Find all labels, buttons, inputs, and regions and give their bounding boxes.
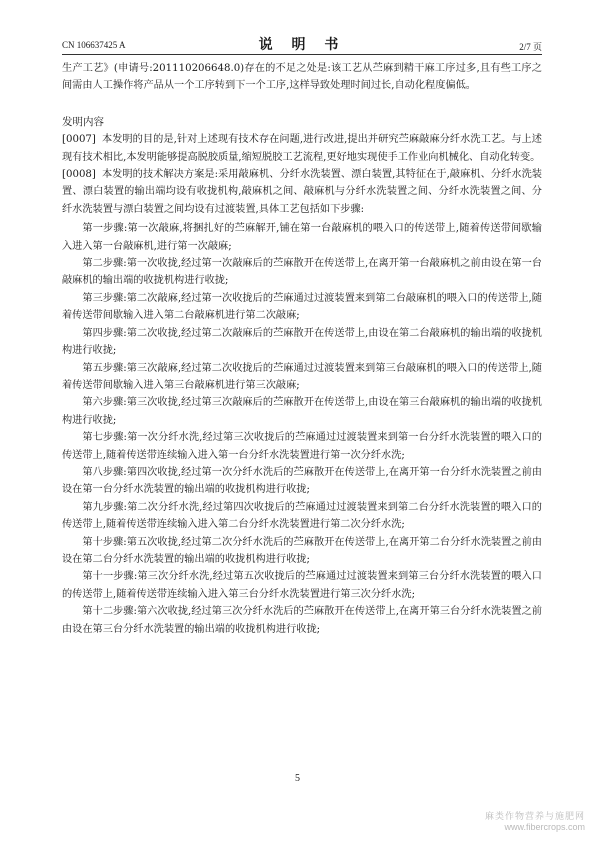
page-header <box>62 34 542 54</box>
paragraph-text: 本发明的技术解决方案是:采用敲麻机、分纤水洗装置、漂白装置,其特征在于,敲麻机、分纤水洗装置、漂白装置的输出端均设有收拢机构,敲麻机之间、敲麻机与分纤水洗装置之间、分纤水洗装置之间、分纤水洗装置与漂白装置之间均设有过渡装置,具体工艺包括如下步骤: <box>62 169 542 215</box>
watermark-url: www.fibercrops.com <box>504 822 585 832</box>
step-4: 第四步骤:第二次收拢,经过第二次敲麻后的苎麻散开在传送带上,由设在第二台敲麻机的输出端的收拢机构进行收拢; <box>62 327 542 357</box>
step-12: 第十二步骤:第六次收拢,经过第三次分纤水洗后的苎麻散开在传送带上,在离开第三台分纤水洗装置之前由设在第三台分纤水洗装置的输出端的收拢机构进行收拢; <box>62 606 542 635</box>
step-10: 第十步骤:第五次收拢,经过第二次分纤水洗后的苎麻散开在传送带上,在离开第二台分纤水洗装置之前由设在第二台分纤水洗装置的输出端的收拢机构进行收拢; <box>62 536 542 565</box>
paragraph-0008 <box>62 166 542 218</box>
step-11: 第十一步骤:第三次分纤水洗,经过第五次收拢后的苎麻通过过渡装置来到第三台分纤水洗装置的喂入口的传送带上,随着传送带连续输入进入第三台分纤水洗装置进行第三次分纤水洗; <box>62 571 542 600</box>
document-body <box>62 60 542 638</box>
site-watermark <box>485 809 585 832</box>
document-title: 说 明 书 <box>258 37 346 53</box>
section-heading: 发明内容 <box>62 115 104 128</box>
paragraph-text: 本发明的目的是,针对上述现有技术存在问题,进行改进,提出并研究苎麻敲麻分纤水洗工艺。与上述现有技术相比,本发明能够提高脱胶质量,缩短脱胶工艺流程,更好地实现使手工作业向机械化、自动化转变。 <box>62 134 542 163</box>
patent-number: CN 106637425 A <box>62 40 126 50</box>
paragraph-0007 <box>62 131 542 166</box>
step-6: 第六步骤:第三次收拢,经过第三次敲麻后的苎麻散开在传送带上,由设在第三台敲麻机的输出端的收拢机构进行收拢; <box>62 397 542 426</box>
page-number: 5 <box>295 773 300 784</box>
step-1: 第一步骤:第一次敲麻,将捆扎好的苎麻解开,铺在第一台敲麻机的喂入口的传送带上,随着传送带间歇输入进入第一台敲麻机,进行第一次敲麻; <box>62 223 542 252</box>
step-5: 第五步骤:第三次敲麻,经过第二次收拢后的苎麻通过过渡装置来到第三台敲麻机的喂入口的传送带上,随着传送带间歇输入进入第三台敲麻机进行第三次敲麻; <box>62 362 542 391</box>
step-9: 第九步骤:第二次分纤水洗,经过第四次收拢后的苎麻通过过渡装置来到第二台分纤水洗装置的喂入口的传送带上,随着传送带连续输入进入第二台分纤水洗装置进行第二次分纤水洗; <box>62 501 542 531</box>
step-2: 第二步骤:第一次收拢,经过第一次敲麻后的苎麻散开在传送带上,在离开第一台敲麻机之前由设在第一台敲麻机的输出端的收拢机构进行收拢; <box>62 258 542 287</box>
header-divider <box>62 54 542 55</box>
step-8: 第八步骤:第四次收拢,经过第一次分纤水洗后的苎麻散开在传送带上,在离开第一台分纤水洗装置之前由设在第一台分纤水洗装置的输出端的收拢机构进行收拢; <box>62 466 542 496</box>
paragraph-number: [0007] <box>62 134 96 146</box>
step-3: 第三步骤:第二次敲麻,经过第一次收拢后的苎麻通过过渡装置来到第二台敲麻机的喂入口的传送带上,随着传送带间歇输入进入第二台敲麻机进行第二次敲麻; <box>62 292 542 322</box>
intro-paragraph: 生产工艺》(申请号:201110206648.0)存在的不足之处是:该工艺从苎麻到精干麻工序过多,且有些工序之间需由人工操作将产品从一个工序转到下一个工序,这样导致处理时间过长,自动化程度偏低。 <box>62 63 542 92</box>
page-indicator: 2/7 页 <box>519 42 542 52</box>
watermark-site-name: 麻类作物营养与施肥网 <box>484 812 585 822</box>
step-7: 第七步骤:第一次分纤水洗,经过第三次收拢后的苎麻通过过渡装置来到第一台分纤水洗装置的喂入口的传送带上,随着传送带连续输入进入第一台分纤水洗装置进行第一次分纤水洗; <box>62 432 542 461</box>
paragraph-number: [0008] <box>62 169 96 181</box>
